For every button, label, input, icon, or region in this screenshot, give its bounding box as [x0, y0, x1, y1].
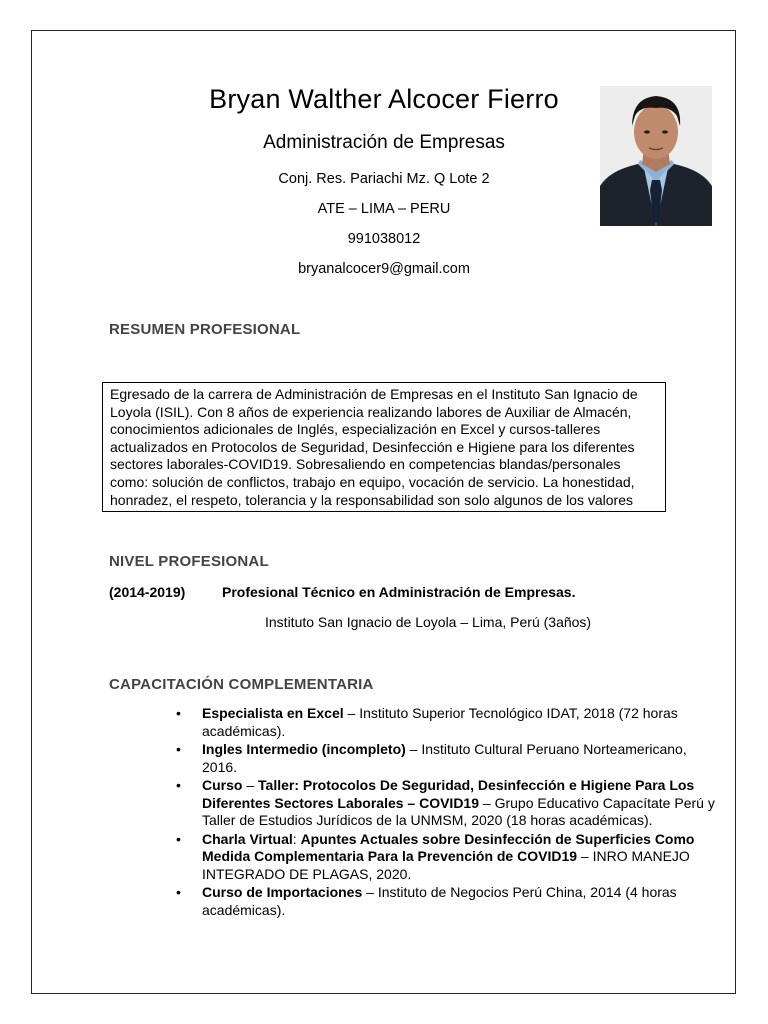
training-name: Curso de Importaciones [202, 884, 363, 900]
education-degree: Profesional Técnico en Administración de Empresas. [222, 584, 576, 600]
education-period: (2014-2019) [109, 584, 186, 600]
list-item [0, 777, 722, 830]
training-name: Ingles Intermedio (incompleto) [202, 741, 406, 757]
list-item [0, 831, 722, 884]
training-detail: – INRO MANEJO INTEGRADO DE PLAGAS, 2020. [202, 848, 690, 882]
training-detail: – Instituto de Negocios Perú China, 2014 (4 horas académicas). [202, 884, 677, 918]
city-line: ATE – LIMA – PERU [317, 201, 451, 217]
bullet-icon: • [176, 705, 181, 721]
training-name: Curso [202, 777, 243, 793]
bullet-icon: • [176, 777, 181, 793]
profile-photo [600, 86, 712, 226]
education-section-title: NIVEL PROFESIONAL [109, 553, 269, 570]
bullet-icon: • [176, 741, 181, 757]
summary-text-box: Egresado de la carrera de Administración de Empresas en el Instituto San Ignacio de Loyola (ISIL). Con 8 años de experiencia realizando labores de Auxiliar de Almacén, conocimientos adicionales de Inglés, especialización en Excel y cursos-talleres actualizados en Protocolos de Seguridad, Desinfección e Higiene para los diferentes sectores laborales-COVID19. Sobresaliendo en competencias blandas/personales como: solución de conflictos, trabajo en equipo, vocación de servicio. La honestidad, honradez, el respeto, tolerancia y la responsabilidad son solo algunos de los valores [102, 382, 666, 512]
education-institution: Instituto San Ignacio de Loyola – Lima, Perú (3años) [265, 614, 592, 630]
training-topic: Taller: Protocolos De Seguridad, Desinfección e Higiene Para Los Diferentes Sectores Laborales – COVID19 [202, 777, 695, 811]
summary-section-title: RESUMEN PROFESIONAL [109, 321, 301, 338]
training-name: Charla Virtual [202, 830, 293, 847]
training-detail: – Instituto Cultural Peruano Norteamericano, 2016. [202, 741, 687, 775]
training-name: Especialista en Excel [202, 705, 344, 721]
training-section-title: CAPACITACIÓN COMPLEMENTARIA [109, 676, 374, 693]
list-item [0, 705, 722, 740]
training-separator: : [292, 830, 301, 847]
training-detail: – Instituto Superior Tecnológico IDAT, 2018 (72 horas académicas). [202, 705, 678, 739]
email-address: bryanalcocer9@gmail.com [298, 261, 470, 277]
address-line: Conj. Res. Pariachi Mz. Q Lote 2 [278, 171, 490, 187]
bullet-icon: • [176, 830, 181, 847]
training-detail: – Grupo Educativo Capacítate Perú y Taller de Estudios Jurídicos de la UNMSM, 2020 (18 horas académicas). [202, 794, 715, 828]
list-item [0, 741, 722, 776]
training-topic: Apuntes Actuales sobre Desinfección de Superficies Como Medida Complementaria Para la Prevención de COVID19 [202, 830, 695, 864]
candidate-name: Bryan Walther Alcocer Fierro [209, 84, 559, 114]
bullet-icon: • [176, 884, 181, 900]
training-list [0, 705, 768, 920]
training-separator: – [242, 777, 259, 793]
phone-number: 991038012 [347, 231, 421, 247]
career-title: Administración de Empresas [263, 132, 505, 153]
list-item [0, 884, 722, 919]
